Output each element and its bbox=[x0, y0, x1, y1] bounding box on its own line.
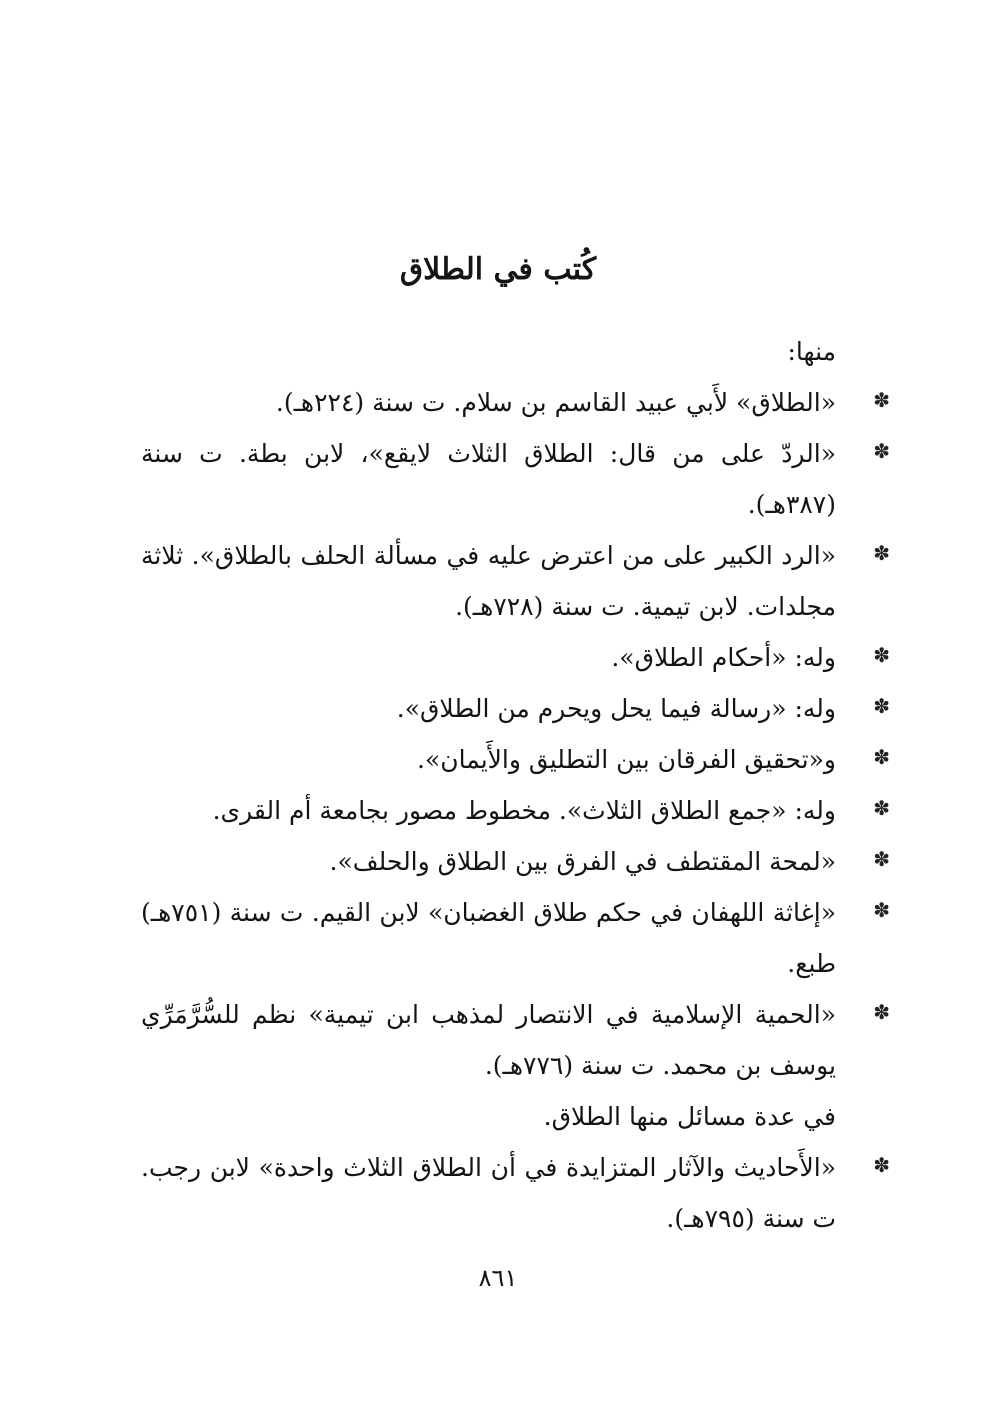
list-item bbox=[141, 632, 890, 683]
book-list-continued bbox=[141, 1142, 890, 1244]
list-item-text: «الردّ على من قال: الطلاق الثلاث لايقع»، لابن بطة. ت سنة (٣٨٧هـ). bbox=[141, 439, 836, 519]
list-item-text: وله: «جمع الطلاق الثلاث». مخطوط مصور بجامعة أم القرى. bbox=[212, 796, 836, 825]
book-list bbox=[141, 377, 890, 1091]
asterisk-bullet-icon: ✽ bbox=[873, 694, 890, 718]
list-item-text: وله: «رسالة فيما يحل ويحرم من الطلاق». bbox=[396, 694, 836, 723]
list-item bbox=[141, 683, 890, 734]
list-item bbox=[141, 989, 890, 1091]
asterisk-bullet-icon: ✽ bbox=[873, 796, 890, 820]
asterisk-bullet-icon: ✽ bbox=[873, 847, 890, 871]
asterisk-bullet-icon: ✽ bbox=[873, 1000, 890, 1024]
list-item-text: و«تحقيق الفرقان بين التطليق والأَيمان». bbox=[417, 745, 836, 774]
list-item bbox=[141, 428, 890, 530]
list-item bbox=[141, 887, 890, 989]
list-item-text: «الرد الكبير على من اعترض عليه في مسألة الحلف بالطلاق». ثلاثة مجلدات. لابن تيمية. ت سنة (٧٢٨هـ). bbox=[141, 541, 836, 621]
continuation-note: في عدة مسائل منها الطلاق. bbox=[543, 1102, 836, 1131]
asterisk-bullet-icon: ✽ bbox=[873, 388, 890, 412]
asterisk-bullet-icon: ✽ bbox=[873, 439, 890, 463]
list-item-text: وله: «أحكام الطلاق». bbox=[611, 643, 836, 672]
list-item bbox=[141, 1142, 890, 1244]
list-item-text: «الحمية الإسلامية في الانتصار لمذهب ابن تيمية» نظم للسُّرَّمَرِّي يوسف بن محمد. ت سنة (٧٧٦هـ). bbox=[141, 1000, 836, 1080]
list-item bbox=[141, 377, 890, 428]
list-item-text: «الطلاق» لأَبي عبيد القاسم بن سلام. ت سنة (٢٢٤هـ). bbox=[275, 388, 836, 417]
intro-text: منها: bbox=[787, 337, 836, 366]
list-item bbox=[141, 785, 890, 836]
page-title: كُتب في الطلاق bbox=[399, 252, 597, 287]
list-item bbox=[141, 530, 890, 632]
asterisk-bullet-icon: ✽ bbox=[873, 1153, 890, 1177]
list-item-text: «الأَحاديث والآثار المتزايدة في أن الطلاق الثلاث واحدة» لابن رجب. ت سنة (٧٩٥هـ). bbox=[141, 1153, 836, 1233]
list-item bbox=[141, 734, 890, 785]
list-item-text: «إغاثة اللهفان في حكم طلاق الغضبان» لابن القيم. ت سنة (٧٥١هـ) طبع. bbox=[141, 898, 836, 978]
asterisk-bullet-icon: ✽ bbox=[873, 541, 890, 565]
asterisk-bullet-icon: ✽ bbox=[873, 898, 890, 922]
list-item-text: «لمحة المقتطف في الفرق بين الطلاق والحلف». bbox=[329, 847, 836, 876]
asterisk-bullet-icon: ✽ bbox=[873, 643, 890, 667]
list-item bbox=[141, 836, 890, 887]
page-number: ٨٦١ bbox=[478, 1264, 518, 1292]
page-body bbox=[141, 326, 890, 1244]
asterisk-bullet-icon: ✽ bbox=[873, 745, 890, 769]
